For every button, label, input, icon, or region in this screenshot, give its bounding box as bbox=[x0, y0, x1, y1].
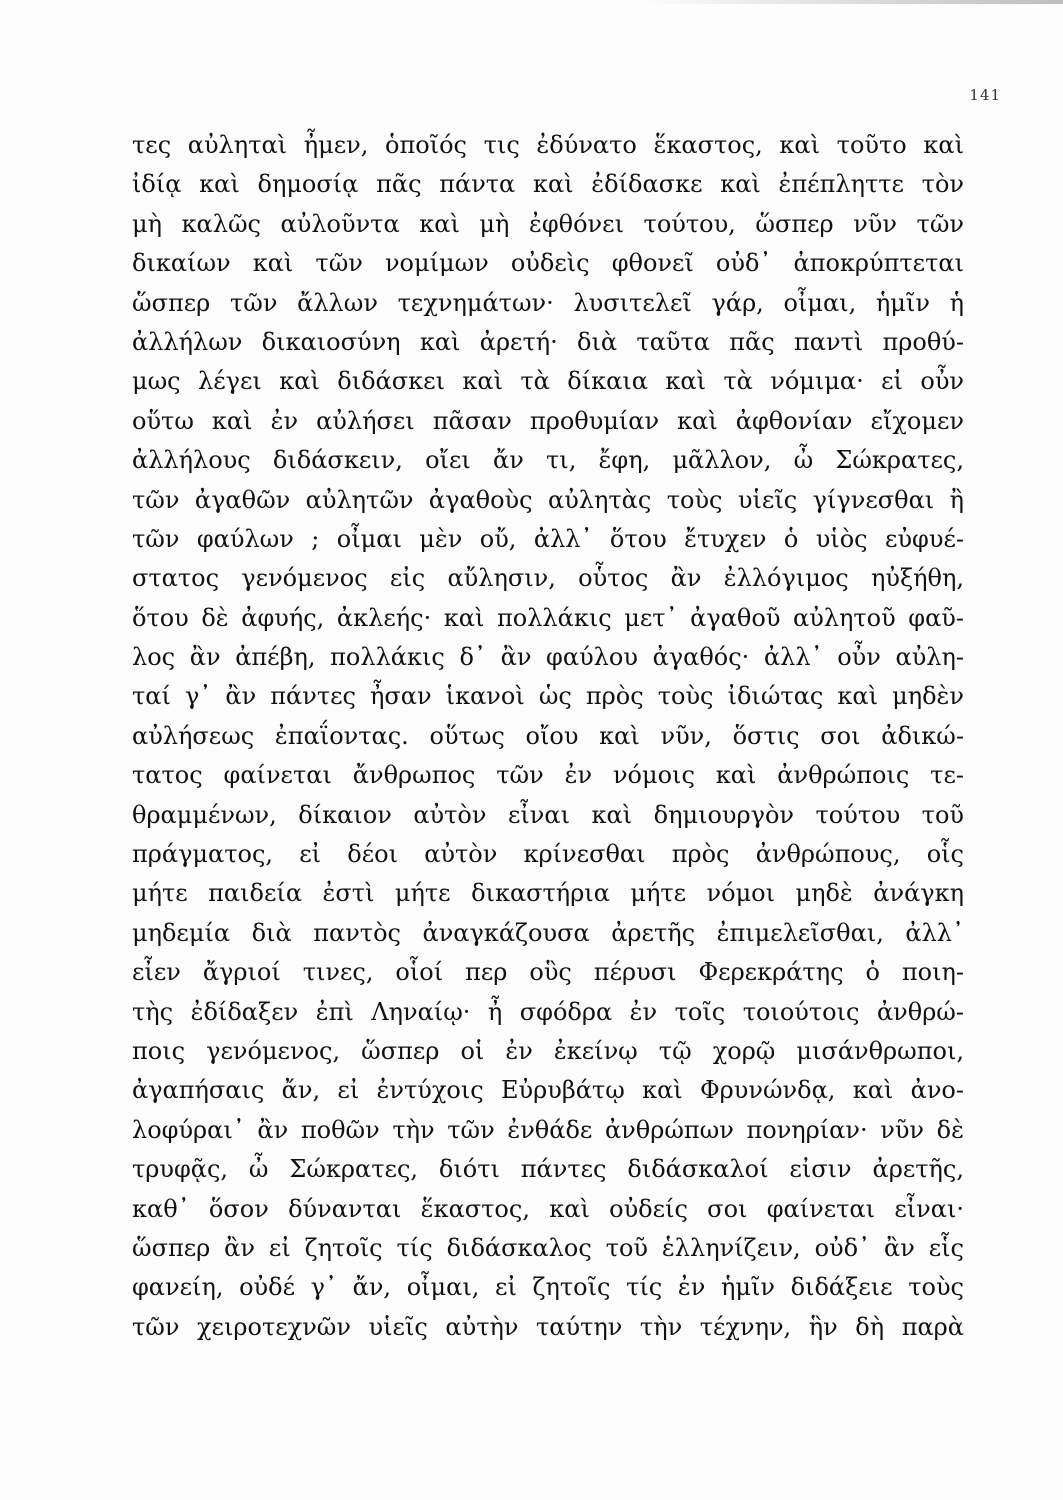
text-line: ὥσπερ τῶν ἄλλων τεχνημάτων· λυσιτελεῖ γάρ, οἶμαι, ἡμῖν ἡ bbox=[132, 288, 964, 317]
text-line: μως λέγει καὶ διδάσκει καὶ τὰ δίκαια καὶ τὰ νόμιμα· εἰ οὖν bbox=[132, 367, 964, 396]
page-top-edge-shadow bbox=[640, 0, 1063, 4]
text-line: ἀλλήλων δικαιοσύνη καὶ ἀρετή· διὰ ταῦτα πᾶς παντὶ προθύ- bbox=[132, 327, 964, 356]
text-line: οὕτω καὶ ἐν αὐλήσει πᾶσαν προθυμίαν καὶ ἀφθονίαν εἴχομεν bbox=[132, 406, 964, 435]
text-line: τῶν φαύλων ; οἶμαι μὲν οὔ, ἀλλ᾽ ὅτου ἔτυχεν ὁ υἱὸς εὐφυέ- bbox=[132, 524, 964, 553]
text-line: ὅτου δὲ ἀφυής, ἀκλεής· καὶ πολλάκις μετ᾽ ἀγαθοῦ αὐλητοῦ φαῦ- bbox=[132, 603, 964, 632]
text-line: ἰδίᾳ καὶ δημοσίᾳ πᾶς πάντα καὶ ἐδίδασκε καὶ ἐπέπληττε τὸν bbox=[132, 170, 964, 199]
text-line: ἀλλήλους διδάσκειν, οἴει ἄν τι, ἔφη, μᾶλλον, ὦ Σώκρατες, bbox=[132, 446, 964, 475]
text-line: ταί γ᾽ ἂν πάντες ἦσαν ἱκανοὶ ὡς πρὸς τοὺς ἰδιώτας καὶ μηδὲν bbox=[132, 682, 964, 711]
page-number: 141 bbox=[969, 86, 1001, 104]
text-line: ὥσπερ ἂν εἰ ζητοῖς τίς διδάσκαλος τοῦ ἑλληνίζειν, οὐδ᾽ ἂν εἷς bbox=[132, 1233, 964, 1262]
text-line: θραμμένων, δίκαιον αὐτὸν εἶναι καὶ δημιουργὸν τούτου τοῦ bbox=[132, 800, 964, 829]
text-line: δικαίων καὶ τῶν νομίμων οὐδεὶς φθονεῖ οὐδ᾽ ἀποκρύπτεται bbox=[132, 249, 964, 278]
text-line: μήτε παιδεία ἐστὶ μήτε δικαστήρια μήτε νόμοι μηδὲ ἀνάγκη bbox=[132, 879, 964, 908]
text-line: τῶν ἀγαθῶν αὐλητῶν ἀγαθοὺς αὐλητὰς τοὺς υἱεῖς γίγνεσθαι ἢ bbox=[132, 485, 964, 514]
text-line: τῶν χειροτεχνῶν υἱεῖς αὐτὴν ταύτην τὴν τέχνην, ἣν δὴ παρὰ bbox=[132, 1312, 964, 1341]
text-line: μηδεμία διὰ παντὸς ἀναγκάζουσα ἀρετῆς ἐπιμελεῖσθαι, ἀλλ᾽ bbox=[132, 918, 964, 947]
text-line: λοφύραι᾽ ἂν ποθῶν τὴν τῶν ἐνθάδε ἀνθρώπων πονηρίαν· νῦν δὲ bbox=[132, 1115, 964, 1144]
text-line: τες αὐληταὶ ἦμεν, ὁποῖός τις ἐδύνατο ἕκαστος, καὶ τοῦτο καὶ bbox=[132, 131, 964, 159]
text-line: φανείη, οὐδέ γ᾽ ἄν, οἶμαι, εἰ ζητοῖς τίς ἐν ἡμῖν διδάξειε τοὺς bbox=[132, 1273, 964, 1302]
text-line: τρυφᾷς, ὦ Σώκρατες, διότι πάντες διδάσκαλοί εἰσιν ἀρετῆς, bbox=[132, 1155, 964, 1184]
text-line: ποις γενόμενος, ὥσπερ οἱ ἐν ἐκείνῳ τῷ χορῷ μισάνθρωποι, bbox=[132, 1036, 964, 1065]
body-text bbox=[132, 126, 964, 1347]
text-line: πράγματος, εἰ δέοι αὐτὸν κρίνεσθαι πρὸς ἀνθρώπους, οἷς bbox=[132, 840, 964, 869]
text-line: καθ᾽ ὅσον δύνανται ἕκαστος, καὶ οὐδείς σοι φαίνεται εἶναι· bbox=[132, 1194, 964, 1223]
text-line: αὐλήσεως ἐπαΐοντας. οὕτως οἴου καὶ νῦν, ὅστις σοι ἀδικώ- bbox=[132, 721, 964, 750]
text-line: τατος φαίνεται ἄνθρωπος τῶν ἐν νόμοις καὶ ἀνθρώποις τε- bbox=[132, 761, 964, 790]
text-line: λος ἂν ἀπέβη, πολλάκις δ᾽ ἂν φαύλου ἀγαθός· ἀλλ᾽ οὖν αὐλη- bbox=[132, 643, 964, 672]
text-line: τὴς ἐδίδαξεν ἐπὶ Ληναίῳ· ἦ σφόδρα ἐν τοῖς τοιούτοις ἀνθρώ- bbox=[132, 997, 964, 1026]
text-line: μὴ καλῶς αὐλοῦντα καὶ μὴ ἐφθόνει τούτου, ὥσπερ νῦν τῶν bbox=[132, 209, 964, 238]
text-line: ἀγαπήσαις ἄν, εἰ ἐντύχοις Εὐρυβάτῳ καὶ Φρυνώνδᾳ, καὶ ἀνο- bbox=[132, 1076, 964, 1105]
text-line: εἶεν ἄγριοί τινες, οἷοί περ οὓς πέρυσι Φερεκράτης ὁ ποιη- bbox=[132, 958, 964, 987]
text-line: στατος γενόμενος εἰς αὔλησιν, οὗτος ἂν ἐλλόγιμος ηὐξήθη, bbox=[132, 564, 964, 593]
